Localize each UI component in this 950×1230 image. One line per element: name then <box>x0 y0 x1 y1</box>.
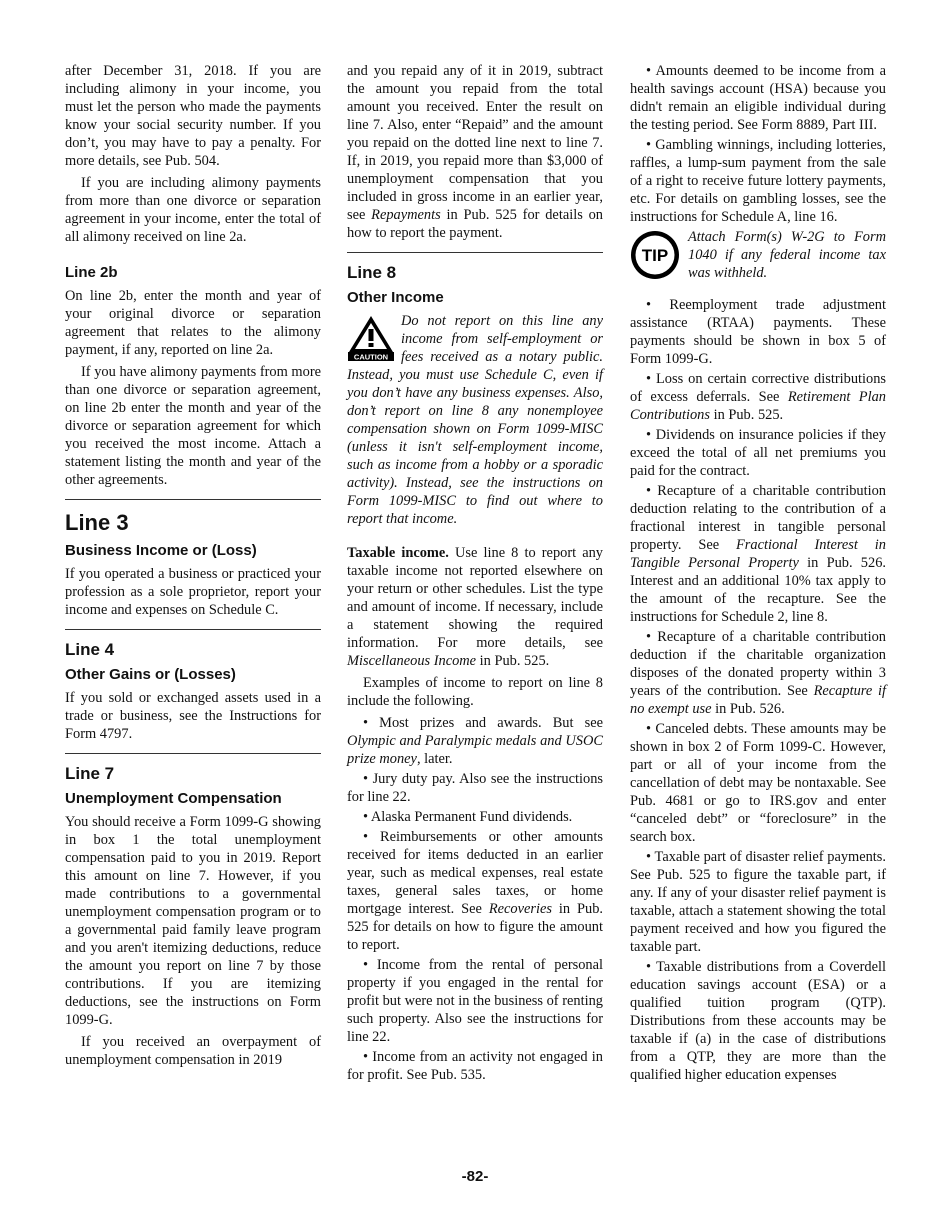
list-item: • Gambling winnings, including lotteries, raffles, a lump-sum payment from the sale of a right to receive future lottery payments, etc. For details on gambling losses, see the instructions for Schedule A, line 16. <box>630 137 886 225</box>
bullet: • <box>646 137 656 153</box>
list-item: • Reimbursements or other amounts received for items deducted in an earlier year, such as medical expenses, real estate taxes, general sales taxes, or home mortgage interest. See Recoveries in Pub. 525 for details on how to figure the amount to report. <box>347 829 603 953</box>
list-item: • Recapture of a charitable contribution deduction if the charitable organization disposes of the donated property within 3 years of the contribution. See Recapture if no exempt use in Pub. 526. <box>630 629 886 717</box>
bullet: • <box>646 483 658 499</box>
tip-text: Attach Form(s) W-2G to Form 1040 if any federal income tax was withheld. <box>688 229 886 281</box>
line-8-subheading: Other Income <box>347 289 444 306</box>
tip-notice <box>630 228 886 286</box>
bullet: • <box>646 297 670 313</box>
list-item: • Reemployment trade adjustment assistance (RTAA) payments. These payments should be shown in box 5 of Form 1099-G. <box>630 297 887 367</box>
page-number: -82- <box>461 1168 489 1185</box>
line-8-heading: Line 8 <box>347 263 397 282</box>
bullet: • <box>646 371 656 387</box>
list-item: • Most prizes and awards. But see Olympic and Paralympic medals and USOC prize money, later. <box>347 715 603 767</box>
line-3-heading: Line 3 <box>65 510 129 535</box>
list-item: • Income from the rental of personal property if you engaged in the rental for profit but were not in the business of renting such property. Also see the instructions for line 22. <box>347 957 603 1045</box>
tip-label: TIP <box>641 246 669 265</box>
list-item: • Alaska Permanent Fund dividends. <box>363 809 573 825</box>
bullet: • <box>363 1049 373 1065</box>
line-3-subheading: Business Income or (Loss) <box>65 542 257 559</box>
paragraph: after December 31, 2018. If you are including alimony in your income, you must let the person who made the payments know your social security number. If you don’t, you may have to pay a penalty. For more details, see Pub. 504. <box>65 63 321 169</box>
bullet: • <box>646 849 655 865</box>
section-divider <box>65 499 321 500</box>
bullet: • <box>363 829 381 845</box>
bullet: • <box>363 957 377 973</box>
list-item: • Amounts deemed to be income from a health savings account (HSA) because you didn't remain an eligible individual during the testing period. See Form 8889, Part III. <box>630 63 886 133</box>
bullet: • <box>646 721 656 737</box>
line-4-subheading: Other Gains or (Losses) <box>65 666 236 683</box>
paragraph: On line 2b, enter the month and year of your original divorce or separation agreement that relates to the alimony payment, if any, reported on line 2a. <box>65 288 321 358</box>
line-2b-heading: Line 2b <box>65 264 118 281</box>
bullet: • <box>646 63 656 79</box>
list-item: • Canceled debts. These amounts may be shown in box 2 of Form 1099-C. However, part or all of your income from the cancellation of debt may be nontaxable. See Pub. 4681 or go to IRS.gov and enter “canceled debt” or “foreclosure” in the search box. <box>630 721 886 845</box>
bullet: • <box>363 771 373 787</box>
bullet: • <box>646 629 658 645</box>
column-middle <box>347 62 603 1086</box>
list-item: • Jury duty pay. Also see the instructions for line 22. <box>347 771 603 805</box>
bullet: • <box>646 959 657 975</box>
list-item: • Recapture of a charitable contribution deduction relating to the contribution of a fractional interest in tangible personal property. See Fractional Interest in Tangible Personal Property in Pub. 526. Interest and an additional 10% tax apply to the amount of the recapture. See the instructions for Schedule 2, line 8. <box>630 483 886 625</box>
paragraph: If you are including alimony payments from more than one divorce or separation agreement in your income, enter the total of all alimony received on line 2a. <box>65 175 321 245</box>
caution-text: Do not report on this line any income from self-employment or fees received as a notary public. Instead, you must use Schedule C, even if you don’t have any business expenses. Also, don’t report on line 8 any nonemployee compensation shown on Form 1099-MISC (unless it isn't self-employment income, such as income from a hobby or a sporadic activity). Instead, see the instructions on Form 1099-MISC to find out where to report that income. <box>347 313 603 527</box>
paragraph: If you have alimony payments from more than one divorce or separation agreement, on line 2b enter the month and year of the divorce or separation agreement for which you received the most income. Attach a statement listing the month and year of the other agreements. <box>65 364 321 488</box>
paragraph: If you operated a business or practiced your profession as a sole proprietor, report your income and expenses on Schedule C. <box>65 566 321 618</box>
paragraph: You should receive a Form 1099-G showing in box 1 the total unemployment compensation paid to you in 2019. Report this amount on line 7. However, if you made contributions to a governmental unemployment compensation program or to a governmental paid family leave program and you aren't itemizing deductions, reduce the amount you report on line 7 by those contributions. If you are itemizing deductions, see the instructions on Form 1099-G. <box>65 814 321 1028</box>
caution-label: CAUTION <box>353 352 389 362</box>
paragraph: and you repaid any of it in 2019, subtract the amount you repaid from the total amount you received. Enter the result on line 7. Also, enter “Repaid” and the amount you repaid on the dotted line next to line 7. If, in 2019, you repaid more than $3,000 of unemployment compensation that you included in gross income in an earlier year, see Repayments in Pub. 525 for details on how to report the payment. <box>347 63 603 241</box>
list-item: • Taxable distributions from a Coverdell education savings account (ESA) or a qualified tuition program (QTP). Distributions from these accounts may be taxable if (a) in the case of distributions from a QTP, they are more than the qualified higher education expenses <box>630 959 886 1083</box>
list-item: • Taxable part of disaster relief payments. See Pub. 525 to figure the taxable part, if any. If any of your disaster relief payment is taxable, attach a statement showing the total payment received and how you figured the taxable part. <box>630 849 886 955</box>
line-7-subheading: Unemployment Compensation <box>65 790 282 807</box>
paragraph: Examples of income to report on line 8 include the following. <box>347 675 603 709</box>
tip-icon <box>630 230 680 280</box>
paragraph: If you sold or exchanged assets used in a trade or business, see the Instructions for Form 4797. <box>65 690 321 742</box>
section-divider <box>347 252 603 253</box>
paragraph: If you received an overpayment of unemployment compensation in 2019 <box>65 1034 321 1068</box>
list-item: • Dividends on insurance policies if they exceed the total of all net premiums you paid for the contract. <box>630 427 886 479</box>
list-item: • Income from an activity not engaged in for profit. See Pub. 535. <box>347 1049 603 1083</box>
section-divider <box>65 629 321 630</box>
bullet: • <box>363 809 371 825</box>
section-divider <box>65 753 321 754</box>
line-7-heading: Line 7 <box>65 764 115 783</box>
caution-notice <box>347 312 603 532</box>
column-right <box>630 62 886 1086</box>
bullet: • <box>363 715 380 731</box>
line-4-heading: Line 4 <box>65 640 115 659</box>
column-left <box>65 62 321 1073</box>
list-item: • Loss on certain corrective distributions of excess deferrals. See Retirement Plan Contributions in Pub. 525. <box>630 371 887 423</box>
bullet: • <box>646 427 656 443</box>
caution-icon <box>347 314 395 362</box>
paragraph: Taxable income. Use line 8 to report any taxable income not reported elsewhere on your return or other schedules. List the type and amount of income. If necessary, include a statement showing the required information. For more details, see Miscellaneous Income in Pub. 525. <box>347 545 604 669</box>
